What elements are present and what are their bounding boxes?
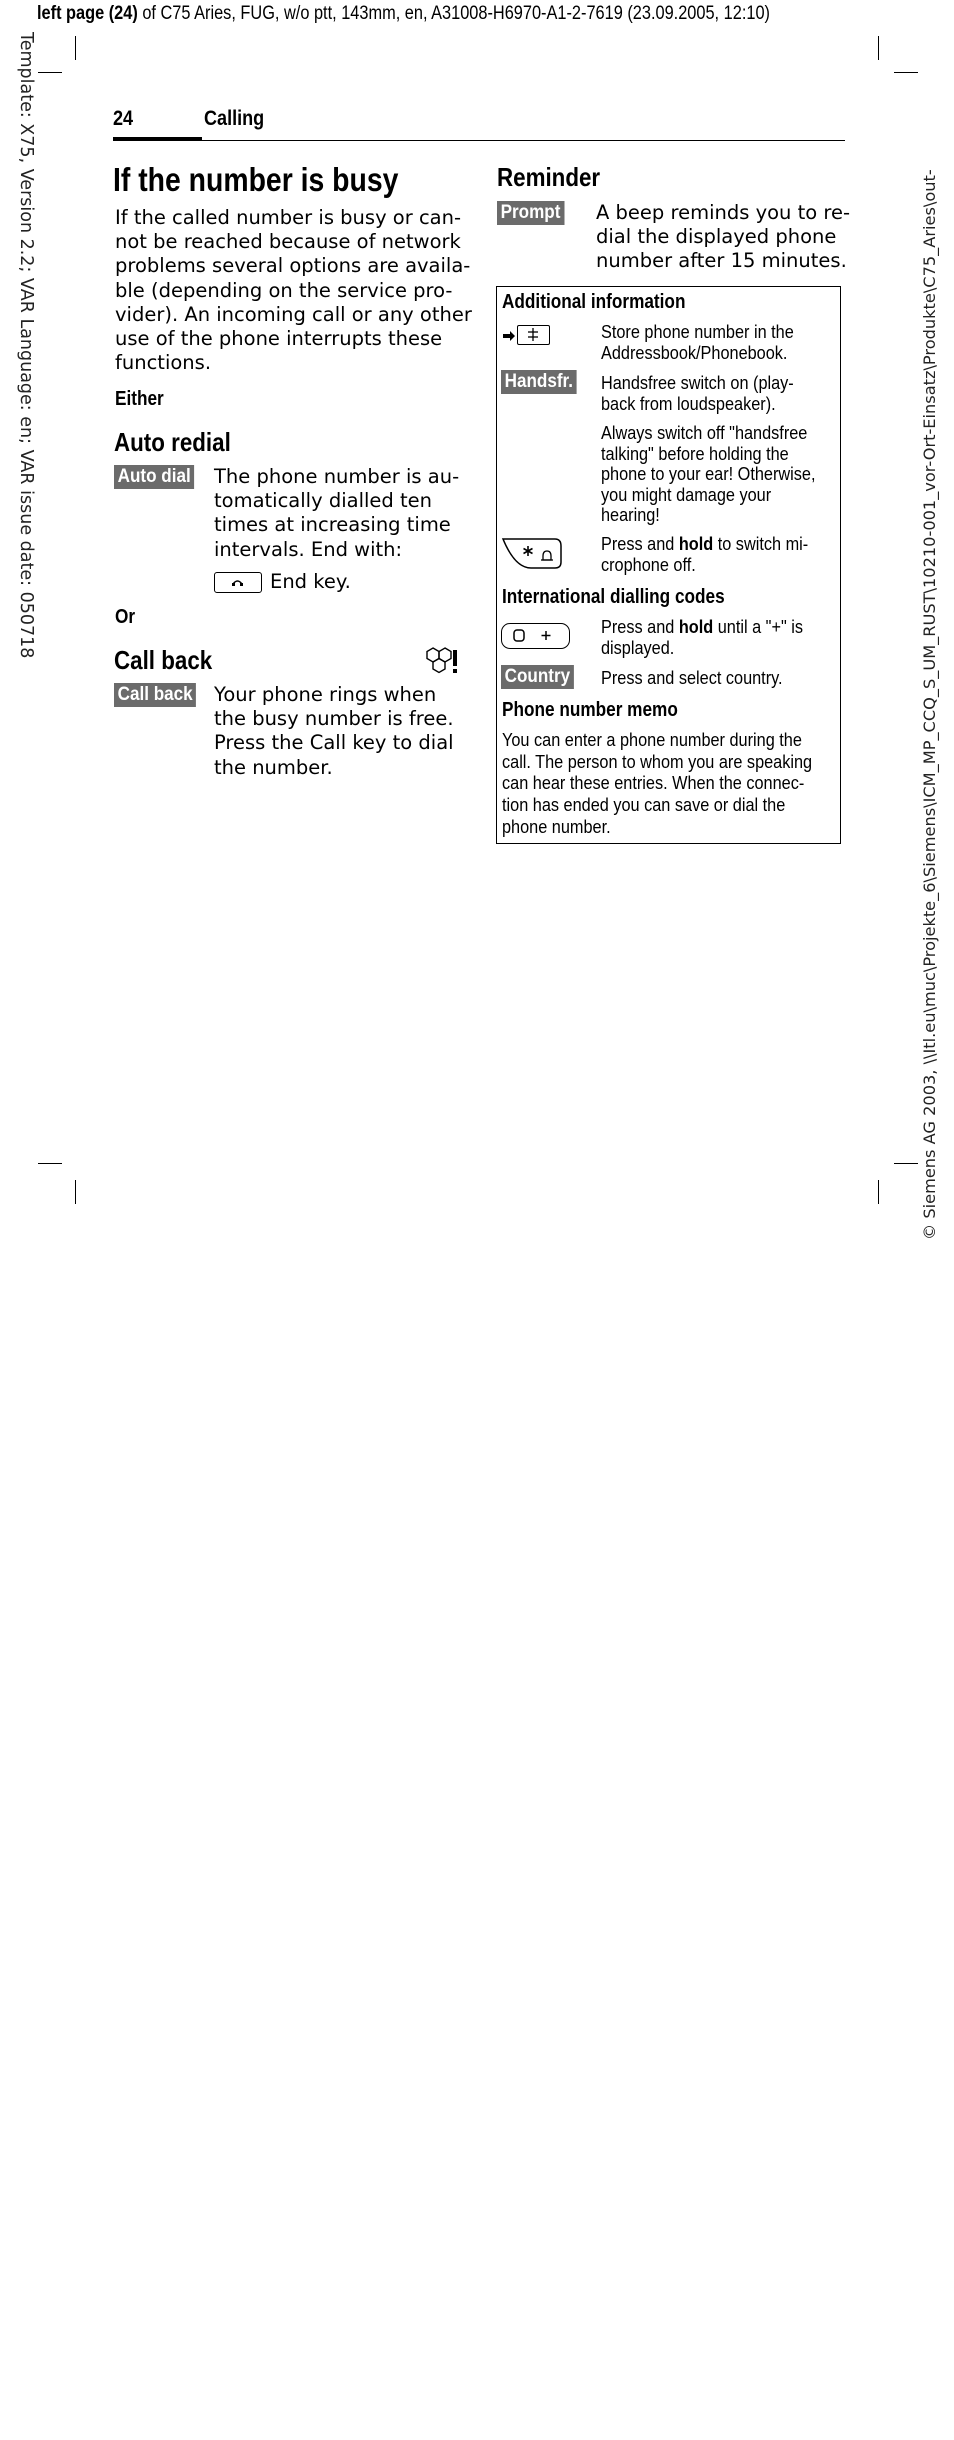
- text-line: displayed.: [601, 637, 675, 658]
- phonebook-key-icon: [517, 325, 550, 345]
- phone-memo-text: [502, 729, 812, 838]
- handsfree-warning-text: [601, 423, 815, 526]
- additional-info-heading: Additional information: [502, 291, 686, 313]
- call-back-softkey: Call back: [114, 683, 196, 707]
- document-header: [37, 2, 770, 26]
- arrow-icon: [502, 328, 516, 342]
- text-line: Addressbook/Phonebook.: [601, 342, 788, 363]
- intro-paragraph: [115, 206, 472, 375]
- template-info-vertical: [14, 32, 38, 659]
- text-line: tomatically dialled ten: [214, 489, 432, 513]
- crop-mark: [38, 72, 62, 73]
- text-line: number after 15 minutes.: [596, 249, 847, 273]
- text-line: not be reached because of network: [115, 230, 461, 254]
- text-line: Your phone rings when: [214, 683, 437, 706]
- header-page-label: left page (24): [37, 3, 138, 24]
- reminder-heading: Reminder: [497, 162, 601, 192]
- text-line: A beep reminds you to re-: [596, 201, 851, 224]
- intl-dialling-heading: International dialling codes: [502, 586, 725, 608]
- reminder-description: [596, 201, 850, 274]
- text-line: you might damage your: [601, 483, 772, 505]
- text-fragment: until a "+" is: [713, 616, 804, 637]
- text-line: use of the phone interrupts these: [115, 327, 443, 351]
- template-info-text: Template: X75, Version 2.2; VAR Language: en; VAR issue date: 050718: [16, 32, 36, 659]
- text-line: ble (depending on the service pro-: [115, 278, 453, 302]
- text-line: dial the displayed phone: [596, 225, 837, 249]
- text-line: Handsfree switch on (play-: [601, 372, 794, 393]
- text-line: functions.: [115, 351, 212, 375]
- text-line: back from loudspeaker).: [601, 393, 776, 414]
- text-line: intervals. End with:: [214, 537, 403, 561]
- crop-mark: [894, 72, 918, 73]
- or-label: Or: [115, 606, 136, 628]
- end-key-label: End key.: [270, 570, 351, 593]
- phone-memo-heading: Phone number memo: [502, 699, 678, 721]
- crop-mark: [75, 1180, 76, 1204]
- zero-plus-key-icon: [501, 623, 570, 649]
- either-label: Either: [115, 388, 164, 410]
- country-softkey: Country: [501, 665, 574, 689]
- text-line: hearing!: [601, 504, 660, 525]
- text-line: If the called number is busy or can-: [115, 206, 462, 229]
- text-line: times at increasing time: [214, 513, 451, 537]
- text-line: phone to your ear! Otherwise,: [601, 463, 816, 484]
- text-line: talking" before holding the: [601, 442, 789, 464]
- crop-mark: [878, 1180, 879, 1204]
- hold-emphasis: hold: [678, 533, 714, 554]
- text-line: the number.: [214, 755, 333, 779]
- crop-mark: [75, 36, 76, 60]
- section-title: Calling: [204, 107, 265, 130]
- network-dependent-icon: [425, 647, 459, 675]
- header-rule-thin: [113, 140, 845, 141]
- page-title: If the number is busy: [113, 161, 399, 198]
- text-line: the busy number is free.: [214, 707, 454, 731]
- end-key-icon: [214, 572, 262, 593]
- prompt-softkey: Prompt: [497, 201, 564, 225]
- text-fragment: to switch mi-: [713, 533, 809, 554]
- crop-mark: [894, 1163, 918, 1164]
- crop-mark: [38, 1163, 62, 1164]
- text-line: Store phone number in the: [601, 321, 794, 342]
- text-line: The phone number is au-: [214, 465, 460, 488]
- text-line: tion has ended you can save or dial the: [502, 794, 786, 816]
- crop-mark: [878, 36, 879, 60]
- text-line: You can enter a phone number during the: [502, 729, 802, 750]
- auto-redial-description: [214, 465, 459, 562]
- hold-emphasis: hold: [678, 616, 714, 637]
- press-and: Press and: [601, 533, 679, 554]
- page-number: 24: [113, 107, 134, 130]
- text-line: vider). An incoming call or any other: [115, 302, 472, 326]
- text-line: crophone off.: [601, 554, 696, 575]
- press-and: Press and: [601, 616, 679, 637]
- text-line: phone number.: [502, 815, 611, 837]
- star-key-icon: [501, 536, 563, 570]
- country-text: Press and select country.: [601, 667, 783, 688]
- text-line: call. The person to whom you are speaking: [502, 750, 813, 772]
- copyright-path-vertical: [918, 169, 942, 2440]
- call-back-heading: Call back: [114, 645, 213, 675]
- copyright-path-text: © Siemens AG 2003, \\Itl.eu\muc\Projekte_6\Siemens\ICM_MP_CCQ_S_UM_RUST\10210-001_vor-Ort-Einsatz\Produkte\C75_Aries\out-: [920, 169, 939, 1240]
- mic-off-text: [601, 533, 808, 575]
- auto-redial-heading: Auto redial: [114, 427, 231, 457]
- store-number-text: [601, 321, 794, 363]
- text-line: Always switch off "handsfree: [601, 422, 808, 443]
- auto-dial-softkey: Auto dial: [114, 465, 194, 489]
- handsfree-softkey: Handsfr.: [501, 370, 577, 394]
- text-line: problems several options are availa-: [115, 254, 471, 278]
- text-line: can hear these entries. When the connec-: [502, 772, 805, 794]
- plus-sign-text: [601, 616, 803, 658]
- call-back-description: [214, 683, 454, 780]
- handsfree-text: [601, 372, 794, 414]
- text-line: Press the Call key to dial: [214, 731, 454, 755]
- header-metadata: of C75 Aries, FUG, w/o ptt, 143mm, en, A31008-H6970-A1-2-7619 (23.09.2005, 12:10): [137, 3, 770, 24]
